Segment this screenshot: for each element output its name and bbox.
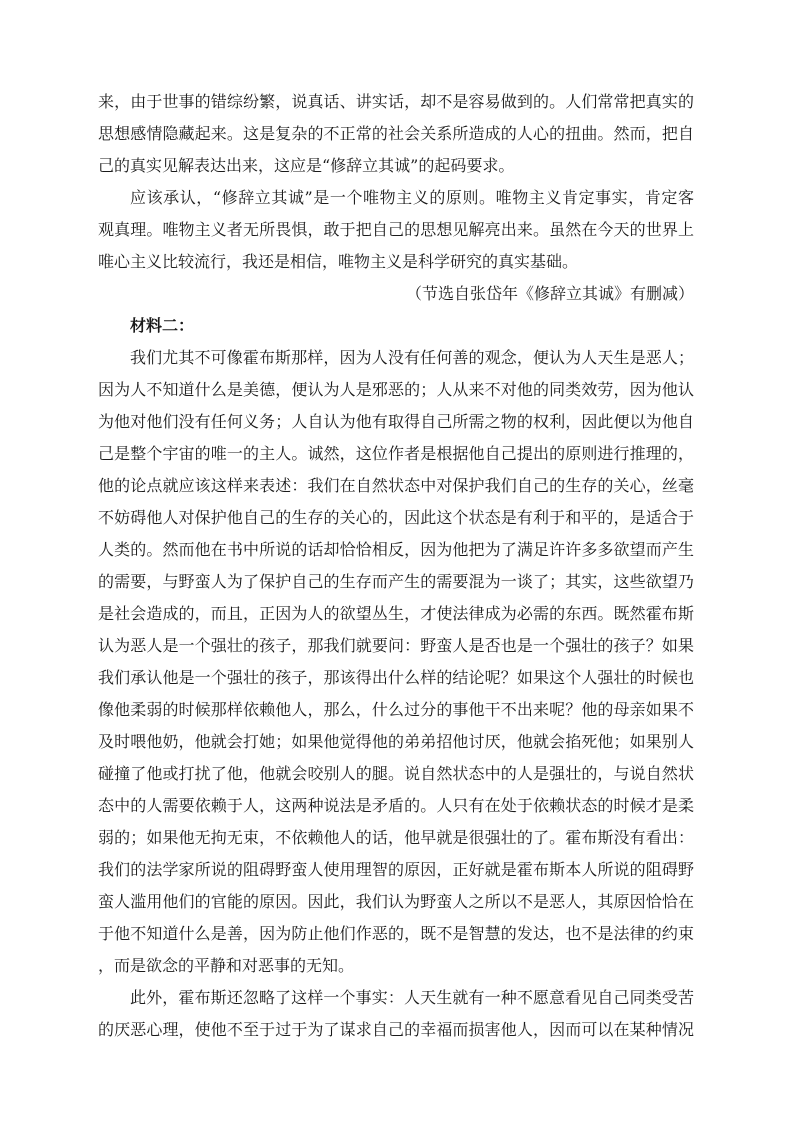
paragraph-line: 己的真实见解表达出来，这应是“修辞立其诚”的起码要求。 — [98, 156, 515, 175]
paragraph-line: 思想感情隐藏起来。这是复杂的不正常的社会关系所造成的人心的扭曲。然而，把自 — [98, 124, 694, 143]
paragraph-line: 是社会造成的，而且，正因为人的欲望丛生，才使法律成为必需的东西。既然霍布斯 — [98, 604, 694, 623]
paragraph-line: 应该承认，“修辞立其诚”是一个唯物主义的原则。唯物主义肯定事实，肯定客 — [130, 188, 694, 207]
paragraph-line: 态中的人需要依赖于人，这两种说法是矛盾的。人只有在处于依赖状态的时候才是柔 — [98, 796, 694, 815]
paragraph-line: 我们尤其不可像霍布斯那样，因为人没有任何善的观念，便认为人天生是恶人； — [130, 348, 694, 367]
paragraph-line: 他的论点就应该这样来表述：我们在自然状态中对保护我们自己的生存的关心，丝毫 — [98, 476, 694, 495]
paragraph-line: 蛮人滥用他们的官能的原因。因此，我们认为野蛮人之所以不是恶人，其原因恰恰在 — [98, 892, 694, 911]
paragraph-line: 我们的法学家所说的阻碍野蛮人使用理智的原因，正好就是霍布斯本人所说的阻碍野 — [98, 860, 694, 879]
paragraph-line: 为他对他们没有任何义务；人自认为他有取得自己所需之物的权利，因此便以为他自 — [98, 412, 694, 431]
paragraph-line: 因为人不知道什么是美德，便认为人是邪恶的；人从来不对他的同类效劳，因为他认 — [98, 380, 694, 399]
paragraph-line: 碰撞了他或打扰了他，他就会咬别人的腿。说自然状态中的人是强壮的，与说自然状 — [98, 764, 694, 783]
document-body — [98, 86, 694, 1046]
paragraph-line: 唯心主义比较流行，我还是相信，唯物主义是科学研究的真实基础。 — [98, 252, 579, 271]
paragraph-line: ，而是欲念的平静和对恶事的无知。 — [98, 956, 355, 975]
paragraph-line: 的需要，与野蛮人为了保护自己的生存而产生的需要混为一谈了；其实，这些欲望乃 — [98, 572, 694, 591]
paragraph-line: 己是整个宇宙的唯一的主人。诚然，这位作者是根据他自己提出的原则进行推理的， — [98, 444, 694, 463]
paragraph-line: 认为恶人是一个强壮的孩子，那我们就要问：野蛮人是否也是一个强壮的孩子？如果 — [98, 636, 694, 655]
paragraph-line: 观真理。唯物主义者无所畏惧，敢于把自己的思想见解亮出来。虽然在今天的世界上 — [98, 220, 694, 239]
paragraph-line: 的厌恶心理，使他不至于过于为了谋求自己的幸福而损害他人，因而可以在某种情况 — [98, 1020, 694, 1039]
paragraph-line: 此外，霍布斯还忽略了这样一个事实：人天生就有一种不愿意看见自己同类受苦 — [130, 988, 694, 1007]
paragraph-line: 我们承认他是一个强壮的孩子，那该得出什么样的结论呢？如果这个人强壮的时候也 — [98, 668, 694, 687]
section-heading: 材料二： — [130, 316, 195, 335]
paragraph-line: 人类的。然而他在书中所说的话却恰恰相反，因为他把为了满足许许多多欲望而产生 — [98, 540, 694, 559]
paragraph-line: 弱的；如果他无拘无束，不依赖他人的话，他早就是很强壮的了。霍布斯没有看出： — [98, 828, 694, 847]
paragraph-line: 不妨碍他人对保护他自己的生存的关心的，因此这个状态是有利于和平的，是适合于 — [98, 508, 694, 527]
paragraph-line: 像他柔弱的时候那样依赖他人，那么，什么过分的事他干不出来呢？他的母亲如果不 — [98, 700, 694, 719]
paragraph-line: 于他不知道什么是善，因为防止他们作恶的，既不是智慧的发达，也不是法律的约束 — [98, 924, 694, 943]
source-citation: （节选自张岱年《修辞立其诚》有删减） — [405, 284, 694, 303]
paragraph-line: 来，由于世事的错综纷繁，说真话、讲实话，却不是容易做到的。人们常常把真实的 — [98, 92, 694, 111]
paragraph-line: 及时喂他奶，他就会打她；如果他觉得他的弟弟招他讨厌，他就会掐死他；如果别人 — [98, 732, 694, 751]
